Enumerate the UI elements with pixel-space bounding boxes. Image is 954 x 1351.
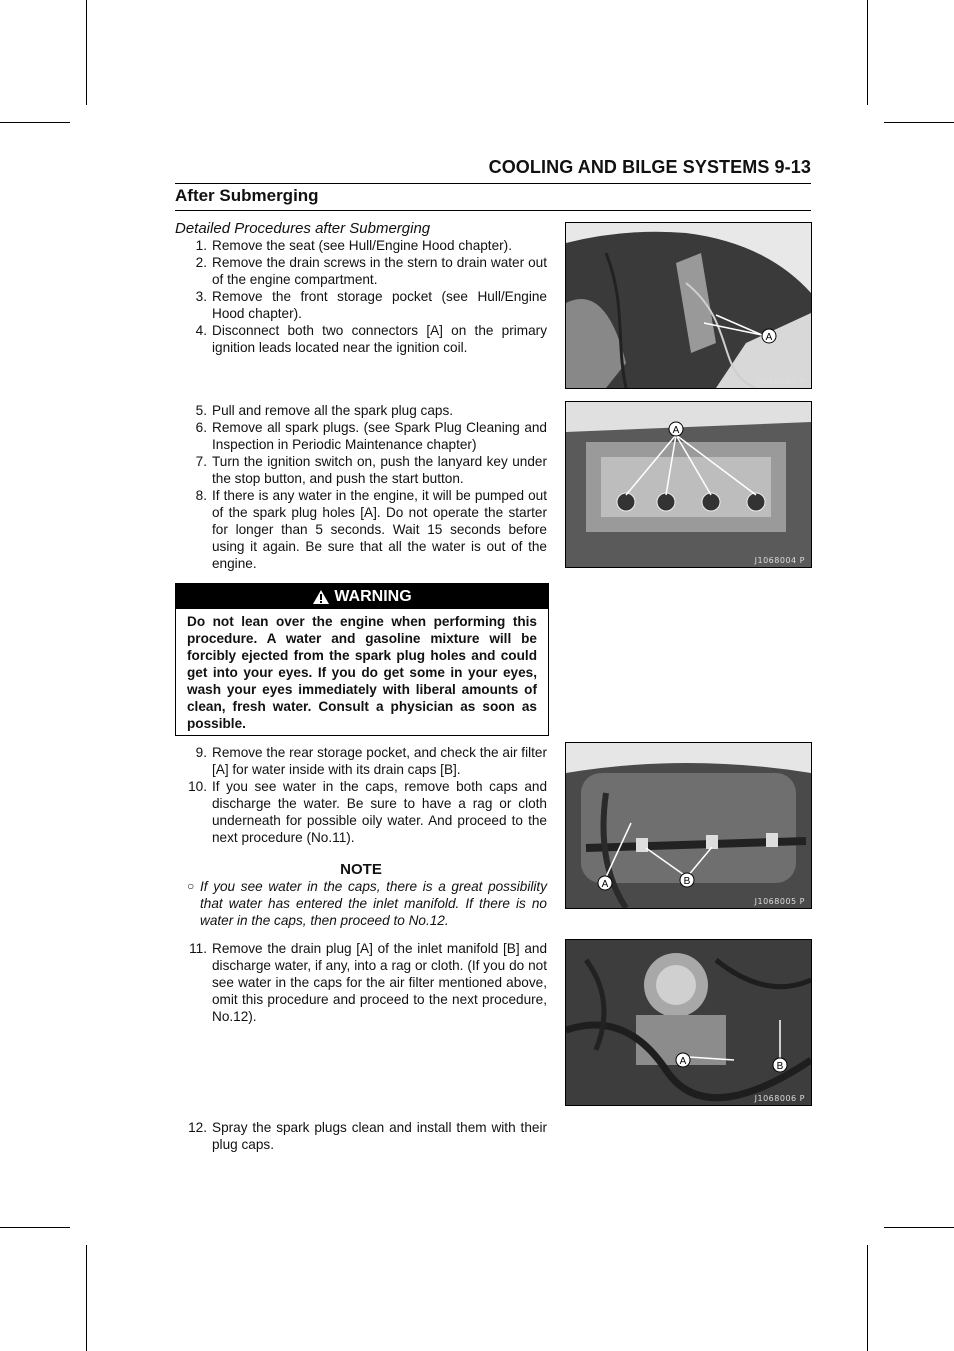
crop-mark <box>867 0 868 105</box>
figure-inlet-manifold <box>565 939 812 1106</box>
warning-box <box>175 583 549 736</box>
photo-throttle-body <box>566 940 811 1105</box>
step-text: Turn the ignition switch on, push the lanyard key under the stop button, and push the start button. <box>212 454 547 486</box>
page-title: COOLING AND BILGE SYSTEMS 9-13 <box>488 157 811 177</box>
crop-mark <box>884 1227 954 1228</box>
callout-label: B <box>776 1061 784 1072</box>
step-number: 5. <box>195 403 207 418</box>
step-text: Remove the seat (see Hull/Engine Hood chapter). <box>212 238 512 253</box>
crop-mark <box>867 1245 868 1351</box>
crop-mark <box>0 1227 70 1228</box>
warning-header <box>176 584 548 609</box>
callout-label: A <box>672 425 680 436</box>
step-number: 3. <box>195 289 207 304</box>
crop-mark <box>86 0 87 105</box>
step-text: Disconnect both two connectors [A] on the primary ignition leads located near the ignition coil. <box>212 323 547 355</box>
step-text: If there is any water in the engine, it will be pumped out of the spark plug holes [A]. Do not operate the starter for longer than 5 seconds. Wait 15 seconds before using it again. Be sure that all the water is out of the engine. <box>212 488 547 571</box>
step-number: 1. <box>195 238 207 253</box>
note-body <box>187 878 547 929</box>
step-text: Remove the drain screws in the stern to drain water out of the engine compartment. <box>212 255 547 287</box>
callout-label: A <box>765 332 773 343</box>
step-number: 10. <box>188 779 207 794</box>
step-text: Pull and remove all the spark plug caps. <box>212 403 454 418</box>
procedure-subheading: Detailed Procedures after Submerging <box>175 220 431 237</box>
procedure-step <box>175 744 547 778</box>
step-text: If you see water in the caps, remove both caps and discharge the water. Be sure to have a rag or cloth underneath for possible oily water. And proceed to the next procedure (No.11). <box>212 779 547 845</box>
photo-engine-top <box>566 402 811 567</box>
procedure-step <box>175 487 547 572</box>
crop-mark <box>0 122 70 123</box>
procedure-step <box>175 237 547 254</box>
figure-code: J1068004 P <box>754 556 805 565</box>
procedure-step <box>175 453 547 487</box>
procedure-step <box>175 322 547 356</box>
procedure-step <box>175 254 547 288</box>
figure-code: J1068003 P <box>754 377 805 386</box>
callout-label: A <box>679 1056 687 1067</box>
figure-air-filter <box>565 742 812 909</box>
crop-mark <box>884 122 954 123</box>
step-number: 4. <box>195 323 207 338</box>
step-text: Remove the rear storage pocket, and check the air filter [A] for water inside with its drain caps [B]. <box>212 745 547 777</box>
section-header <box>175 186 811 211</box>
photo-rear-storage <box>566 743 811 908</box>
note-bullet: ○ <box>187 879 195 893</box>
page-header <box>175 157 811 184</box>
warning-triangle-icon <box>312 589 330 605</box>
step-number: 11. <box>189 941 207 956</box>
procedure-step <box>175 402 547 419</box>
step-number: 12. <box>188 1120 207 1135</box>
procedure-step <box>175 940 547 1025</box>
procedure-step <box>175 778 547 846</box>
step-number: 7. <box>195 454 207 469</box>
warning-text: Do not lean over the engine when performing this procedure. A water and gasoline mixture will be forcibly ejected from the spark plug holes and could get into your eyes. If you do get some in your eyes, wash your eyes immediately with liberal amounts of clean, fresh water. Consult a physician as soon as possible. <box>187 614 537 731</box>
callout-label: A <box>601 879 609 890</box>
figure-code: J1068006 P <box>754 1094 805 1103</box>
step-text: Remove all spark plugs. (see Spark Plug Cleaning and Inspection in Periodic Maintenance chapter) <box>212 420 547 452</box>
figure-ignition-connectors <box>565 222 812 389</box>
section-title: After Submerging <box>175 186 319 205</box>
step-number: 8. <box>195 488 207 503</box>
figure-code: J1068005 P <box>754 897 805 906</box>
step-number: 2. <box>195 255 207 270</box>
step-text: Remove the drain plug [A] of the inlet manifold [B] and discharge water, if any, into a rag or cloth. (If you do not see water in the caps for the air filter mentioned above, omit this procedure and proceed to the next procedure, No.12). <box>212 941 547 1024</box>
crop-mark <box>86 1245 87 1351</box>
note-text: If you see water in the caps, there is a great possibility that water has entered the inlet manifold. If there is no water in the caps, then proceed to No.12. <box>200 879 547 928</box>
procedure-step <box>175 288 547 322</box>
warning-title: WARNING <box>334 587 412 605</box>
procedure-step <box>175 419 547 453</box>
step-text: Spray the spark plugs clean and install them with their plug caps. <box>212 1120 547 1152</box>
photo-engine-compartment <box>566 223 811 388</box>
note-title: NOTE <box>340 861 382 878</box>
step-number: 9. <box>195 745 207 760</box>
step-number: 6. <box>195 420 207 435</box>
procedure-step <box>175 1119 547 1153</box>
figure-spark-plug-holes <box>565 401 812 568</box>
step-text: Remove the front storage pocket (see Hull/Engine Hood chapter). <box>212 289 547 321</box>
callout-label: B <box>683 876 691 887</box>
